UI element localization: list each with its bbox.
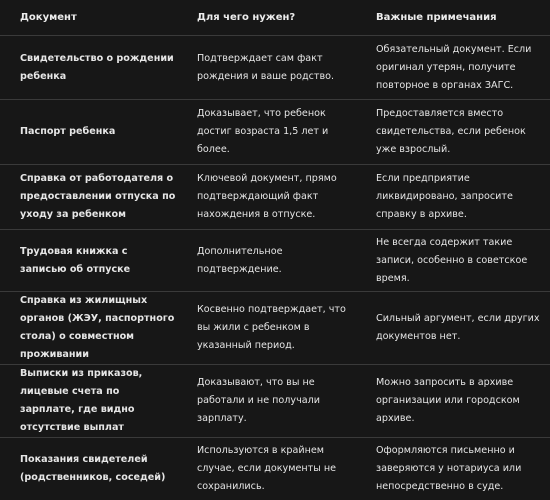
document-cell: Выписки из приказов, лицевые счета по зарплате, где видно отсутствие выплат [0, 365, 187, 438]
document-cell: Трудовая книжка с записью об отпуске [0, 230, 187, 292]
notes-cell: Обязательный документ. Если оригинал утерян, получите повторное в органах ЗАГС. [362, 36, 550, 100]
notes-cell: Не всегда содержит такие записи, особенно в советское время. [362, 230, 550, 292]
notes-cell: Оформляются письменно и заверяются у нотариуса или непосредственно в суде. [362, 438, 550, 500]
purpose-cell: Подтверждает сам факт рождения и ваше родство. [187, 36, 362, 100]
purpose-cell: Доказывают, что вы не работали и не получали зарплату. [187, 365, 362, 438]
table-row [0, 165, 550, 230]
table-header-row [0, 0, 550, 36]
header-document: Документ [0, 0, 187, 36]
table-row [0, 36, 550, 100]
table-row [0, 292, 550, 365]
header-purpose: Для чего нужен? [187, 0, 362, 36]
table-row [0, 365, 550, 438]
table-row [0, 438, 550, 500]
purpose-cell: Используются в крайнем случае, если документы не сохранились. [187, 438, 362, 500]
document-cell: Показания свидетелей (родственников, соседей) [0, 438, 187, 500]
purpose-cell: Ключевой документ, прямо подтверждающий факт нахождения в отпуске. [187, 165, 362, 230]
table-row [0, 230, 550, 292]
document-cell: Справка из жилищных органов (ЖЭУ, паспортного стола) о совместном проживании [0, 292, 187, 365]
notes-cell: Если предприятие ликвидировано, запросите справку в архиве. [362, 165, 550, 230]
purpose-cell: Косвенно подтверждает, что вы жили с ребенком в указанный период. [187, 292, 362, 365]
document-cell: Свидетельство о рождении ребенка [0, 36, 187, 100]
notes-cell: Можно запросить в архиве организации или городском архиве. [362, 365, 550, 438]
header-notes: Важные примечания [362, 0, 550, 36]
purpose-cell: Дополнительное подтверждение. [187, 230, 362, 292]
document-cell: Справка от работодателя о предоставлении отпуска по уходу за ребенком [0, 165, 187, 230]
notes-cell: Сильный аргумент, если других документов нет. [362, 292, 550, 365]
purpose-cell: Доказывает, что ребенок достиг возраста 1,5 лет и более. [187, 100, 362, 165]
table-row [0, 100, 550, 165]
document-cell: Паспорт ребенка [0, 100, 187, 165]
notes-cell: Предоставляется вместо свидетельства, если ребенок уже взрослый. [362, 100, 550, 165]
